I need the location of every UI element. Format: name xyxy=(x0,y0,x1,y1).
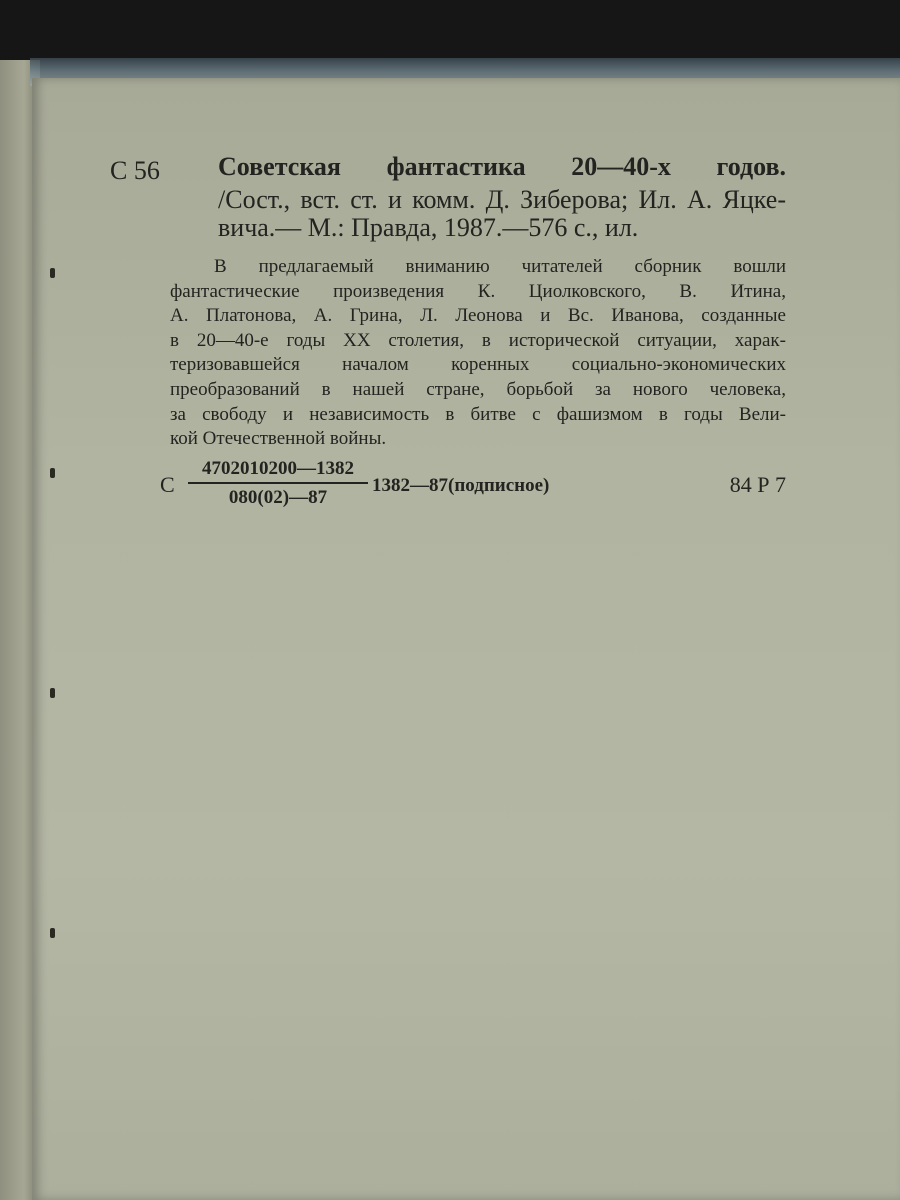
annotation-line: теризовавшейся началом коренных социально-экономических xyxy=(170,354,786,376)
index-numerator: 4702010200—1382 xyxy=(188,458,368,484)
annotation-line: преобразований в нашей стране, борьбой за нового человека, xyxy=(170,378,786,400)
bibliographic-line: /Сост., вст. ст. и комм. Д. Зиберова; Ил. А. Яцке- xyxy=(218,185,786,214)
index-denominator: 080(02)—87 xyxy=(228,487,328,508)
bbk-classification: 84 Р 7 xyxy=(729,472,786,497)
stitch-mark xyxy=(50,268,55,278)
book-page xyxy=(32,78,900,1200)
annotation-line: фантастические произведения К. Циолковского, В. Итина, xyxy=(170,280,786,302)
index-letter: С xyxy=(160,472,175,497)
annotation-paragraph xyxy=(170,255,786,452)
bibliographic-details xyxy=(218,186,786,242)
index-subscription: 1382—87(подписное) xyxy=(372,475,550,496)
annotation-line: кой Отечественной войны. xyxy=(170,428,387,450)
annotation-line: за свободу и независимость в битве с фашизмом в годы Вели- xyxy=(170,403,786,425)
publication-index xyxy=(160,458,786,518)
bibliographic-line: вича.— М.: Правда, 1987.—576 с., ил. xyxy=(218,213,639,242)
stitch-mark xyxy=(50,928,55,938)
annotation-line: В предлагаемый вниманию читателей сборник вошли xyxy=(214,256,786,277)
stitch-mark xyxy=(50,688,55,698)
annotation-line: А. Платонова, А. Грина, Л. Леонова и Вс. Иванова, созданные xyxy=(170,305,786,327)
binding-stitches xyxy=(44,228,62,1128)
stitch-mark xyxy=(50,468,55,478)
annotation-line: в 20—40-е годы XX столетия, в исторической ситуации, харак- xyxy=(170,329,786,351)
index-fraction xyxy=(188,458,368,509)
catalog-code: С 56 xyxy=(110,156,160,185)
book-title: Советская фантастика 20—40-х годов. xyxy=(218,152,786,181)
